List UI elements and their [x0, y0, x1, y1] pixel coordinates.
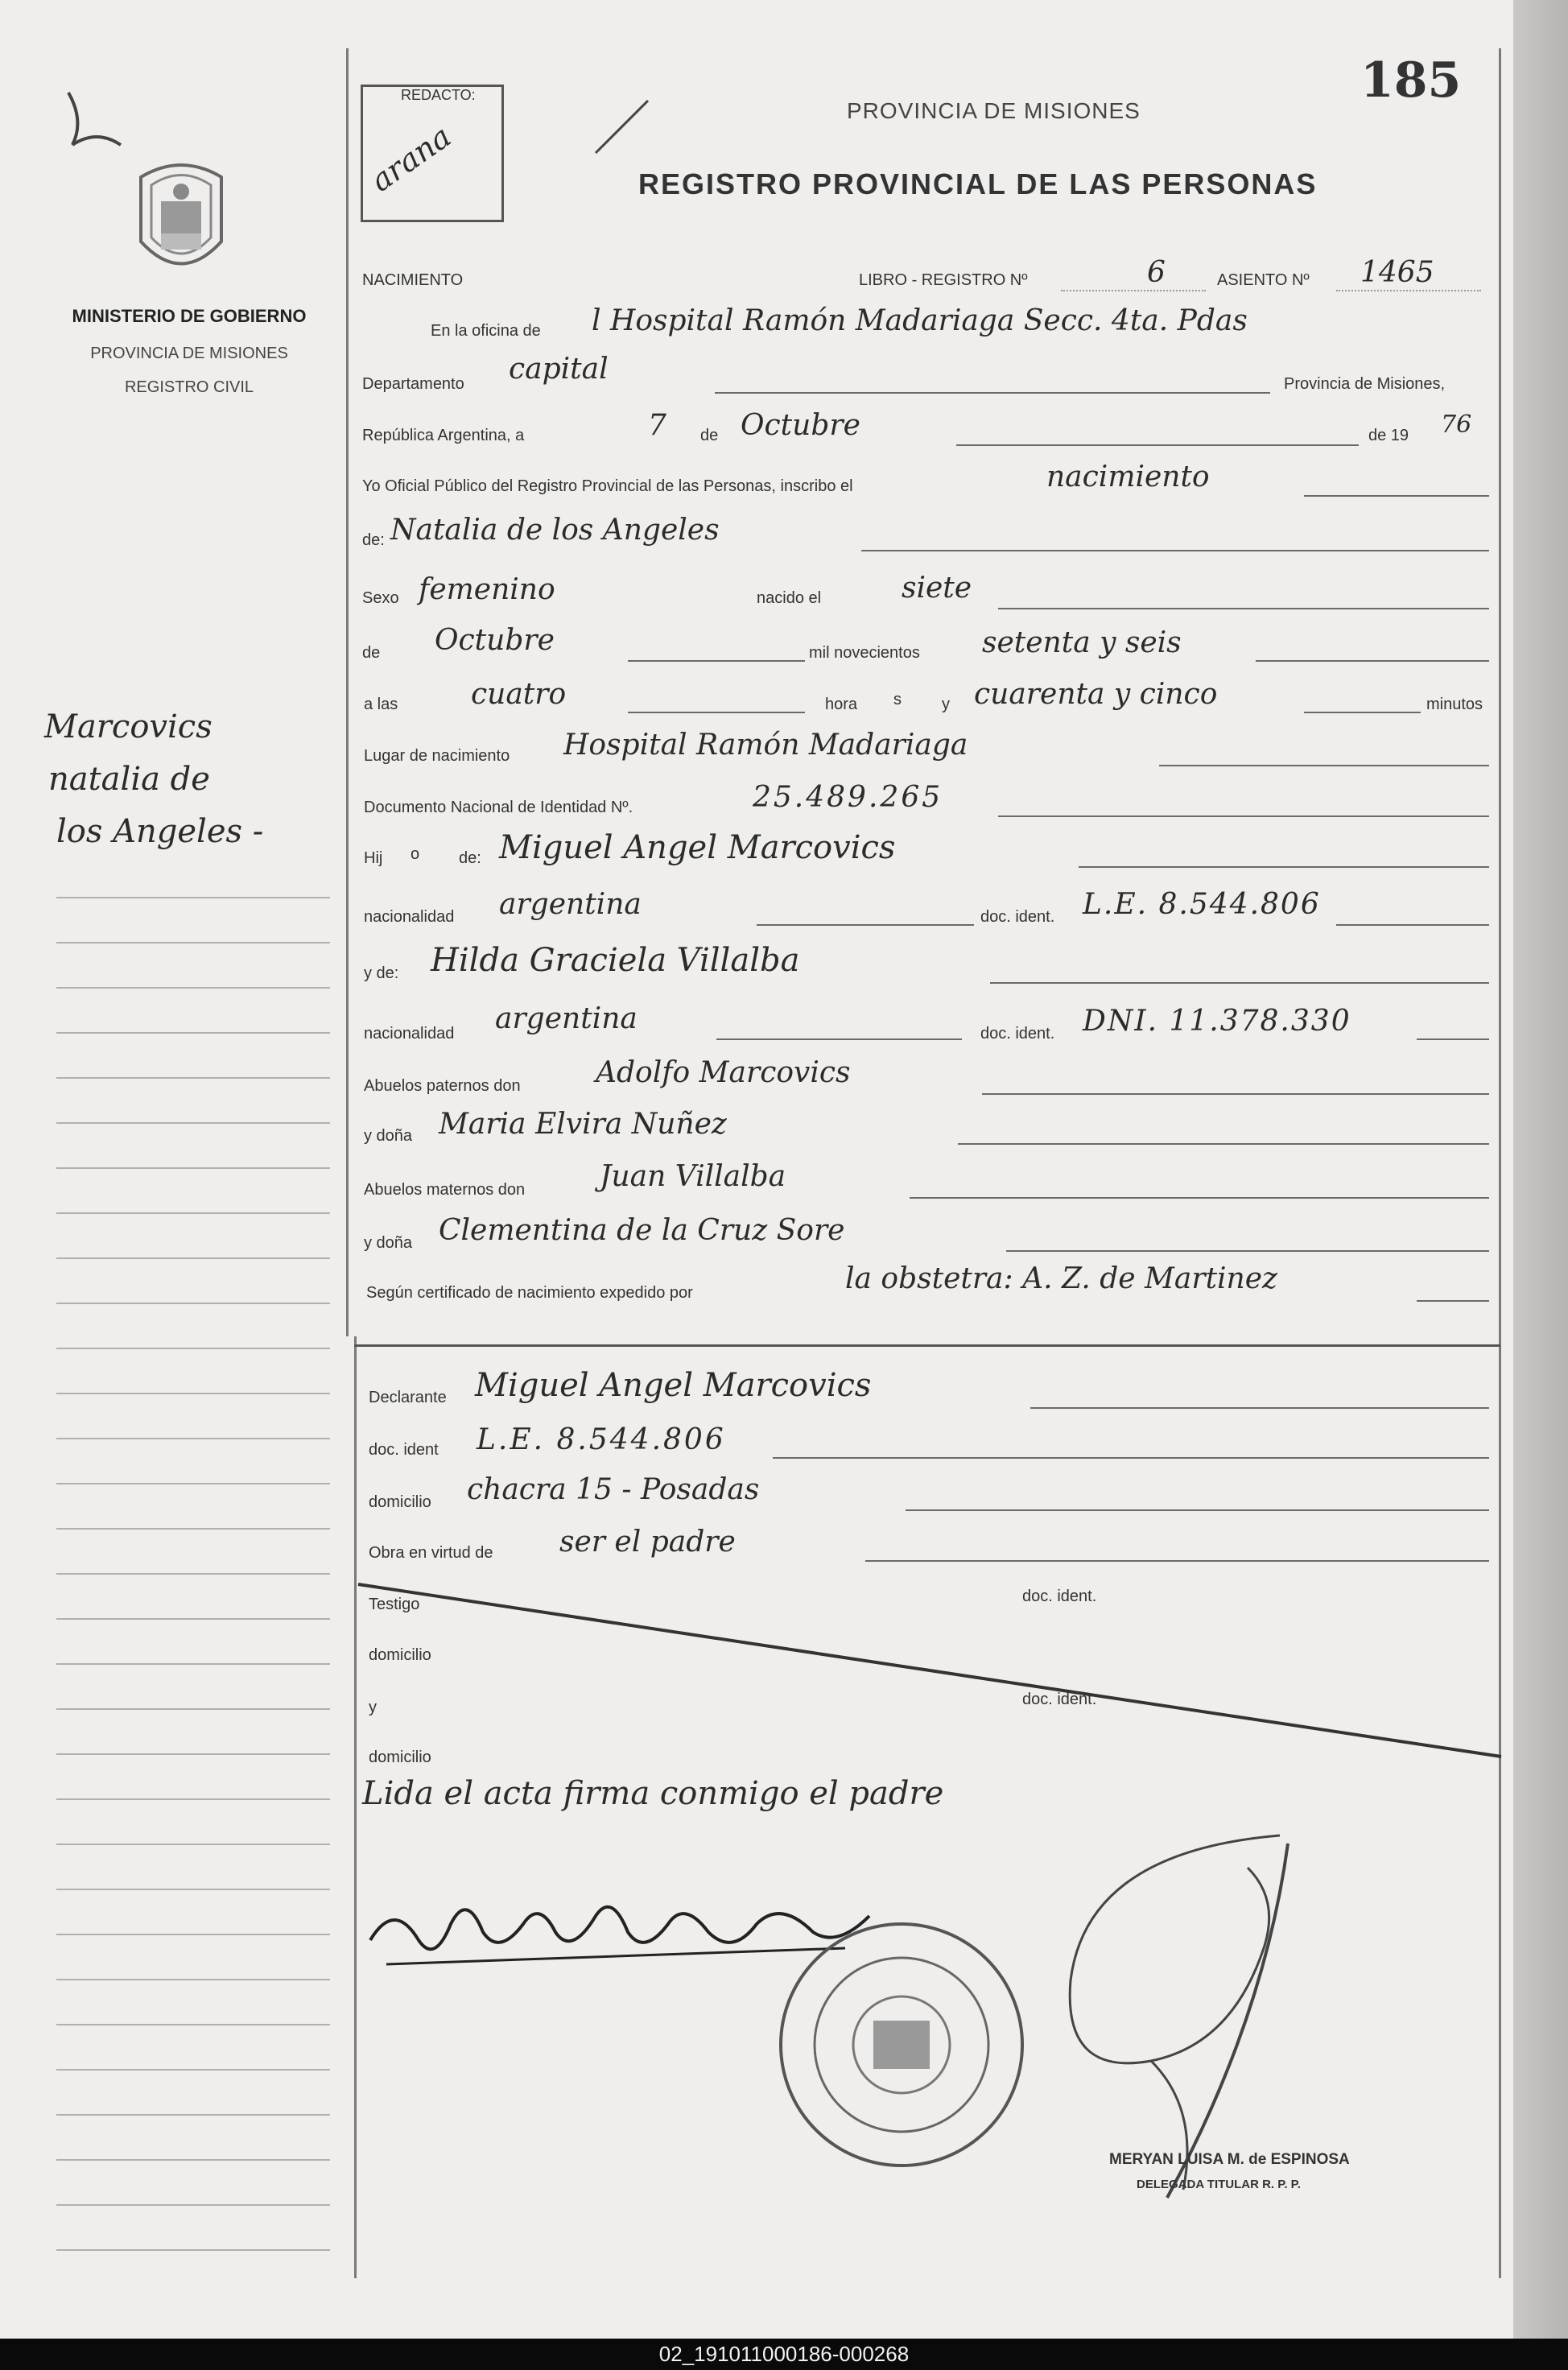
- dona2-label: y doña: [364, 1234, 413, 1252]
- registry-civil-label: REGISTRO CIVIL: [124, 378, 254, 396]
- officer-name: MERYAN LUISA M. de ESPINOSA: [1109, 2151, 1350, 2168]
- father-nationality: argentina: [499, 888, 642, 921]
- closing-note: Lida el acta firma conmigo el padre: [362, 1775, 944, 1812]
- mother-doc: DNI. 11.378.330: [1083, 1005, 1351, 1038]
- declarant-doc-value: L.E. 8.544.806: [477, 1423, 726, 1456]
- right-frame-line: [1499, 48, 1501, 2278]
- father-doc: L.E. 8.544.806: [1083, 888, 1321, 921]
- father-name-rule: [1079, 866, 1489, 868]
- certificate-value: la obstetra: A. Z. de Martinez: [845, 1262, 1278, 1295]
- declarant-rule: [1030, 1407, 1489, 1409]
- act-value: nacimiento: [1046, 460, 1210, 493]
- and-label: y: [942, 696, 950, 713]
- mother-nationality: argentina: [495, 1002, 638, 1035]
- born-month-rule: [628, 660, 805, 662]
- time-label: a las: [364, 696, 398, 713]
- witness-address-label: domicilio: [369, 1646, 431, 1664]
- coat-of-arms-icon: [129, 153, 233, 286]
- witness2-doc-label: doc. ident.: [1022, 1691, 1097, 1708]
- child-name-rule: [861, 550, 1489, 551]
- child-name: Natalia de los Angeles: [390, 514, 720, 547]
- child-of-suffix: o: [411, 845, 420, 863]
- department-rule: [715, 392, 1270, 394]
- born-day-rule: [998, 608, 1489, 609]
- acting-label: Obra en virtud de: [369, 1544, 493, 1562]
- redacto-label: REDACTO:: [401, 87, 476, 103]
- witness-doc-label: doc. ident.: [1022, 1588, 1097, 1605]
- left-frame-line-lower: [354, 1336, 357, 2278]
- country-label: República Argentina, a: [362, 427, 525, 444]
- slash-mark: [592, 97, 656, 161]
- of-label: de:: [362, 531, 385, 549]
- book-dots: [1061, 290, 1206, 291]
- image-caption: 02_191011000186-000268: [658, 2342, 910, 2366]
- father-nationality-rule: [757, 924, 974, 926]
- record-type-label: NACIMIENTO: [362, 271, 464, 289]
- hour-rule: [628, 712, 805, 713]
- doc-ident-label: doc. ident.: [980, 908, 1055, 926]
- entry-label: ASIENTO Nº: [1217, 271, 1310, 289]
- entry-value: 1465: [1360, 256, 1434, 289]
- child-of-label: Hij: [364, 849, 383, 867]
- mother-name-rule: [990, 982, 1489, 984]
- maternal-grandfather-rule: [910, 1197, 1489, 1199]
- century-label: mil novecientos: [809, 644, 920, 662]
- maternal-grandmother-rule: [1006, 1250, 1489, 1252]
- registry-seal-icon: [773, 1916, 1030, 2174]
- place-rule: [1159, 765, 1489, 766]
- redacto-signature: arana: [364, 118, 458, 199]
- witness-label: Testigo: [369, 1596, 420, 1613]
- day-value: 7: [648, 409, 666, 442]
- maternal-grandfather: Juan Villalba: [600, 1160, 786, 1193]
- born-year-rule: [1256, 660, 1489, 662]
- corner-mark-icon: [56, 89, 129, 161]
- office-label: En la oficina de: [431, 322, 541, 340]
- declarant-address-value: chacra 15 - Posadas: [467, 1473, 760, 1506]
- minutes-value: cuarenta y cinco: [974, 678, 1218, 711]
- minutes-rule: [1304, 712, 1421, 713]
- witness2-address-label: domicilio: [369, 1749, 431, 1766]
- certificate-label: Según certificado de nacimiento expedido por: [366, 1284, 693, 1302]
- born-year-value: setenta y seis: [982, 626, 1182, 659]
- dni-rule: [998, 815, 1489, 817]
- paternal-grandmother: Maria Elvira Nuñez: [439, 1108, 727, 1141]
- acting-value: ser el padre: [559, 1526, 736, 1559]
- province-label: PROVINCIA DE MISIONES: [90, 345, 288, 362]
- nationality-label: nacionalidad: [364, 908, 455, 926]
- book-value: 6: [1147, 256, 1166, 289]
- father-doc-rule: [1336, 924, 1489, 926]
- margin-note-line-2: natalia de: [48, 761, 210, 798]
- mother-doc-rule: [1417, 1038, 1489, 1040]
- of2-label: de:: [459, 849, 481, 867]
- section-divider: [354, 1344, 1500, 1347]
- de-label: de: [700, 427, 719, 444]
- ministry-label: MINISTERIO DE GOBIERNO: [72, 306, 307, 326]
- declarant-doc-label: doc. ident: [369, 1441, 439, 1459]
- page-number: 185: [1360, 52, 1462, 109]
- maternal-label: Abuelos maternos don: [364, 1181, 526, 1199]
- registry-title: REGISTRO PROVINCIAL DE LAS PERSONAS: [638, 167, 1318, 200]
- margin-note-line-1: Marcovics: [44, 708, 213, 745]
- declarant-address-rule: [906, 1509, 1489, 1511]
- father-name: Miguel Angel Marcovics: [499, 829, 896, 866]
- dona-label: y doña: [364, 1127, 413, 1145]
- province-suffix: Provincia de Misiones,: [1284, 375, 1446, 393]
- hour-value: cuatro: [471, 678, 567, 711]
- paternal-grandmother-rule: [958, 1143, 1489, 1145]
- hours-label: hora: [825, 696, 858, 713]
- declarant-value: Miguel Angel Marcovics: [475, 1367, 872, 1404]
- month-value: Octubre: [741, 409, 860, 442]
- witness-strikeout: [354, 1578, 1505, 1771]
- declarant-address-label: domicilio: [369, 1493, 431, 1511]
- and-of-label: y de:: [364, 964, 399, 982]
- margin-ruled-lines: [56, 853, 330, 2270]
- act-rule: [1304, 495, 1489, 497]
- mother-name: Hilda Graciela Villalba: [431, 942, 800, 979]
- mother-nationality-rule: [716, 1038, 962, 1040]
- acting-rule: [865, 1560, 1489, 1562]
- born-day-value: siete: [902, 572, 972, 605]
- born-month-value: Octubre: [435, 624, 555, 657]
- dni-value: 25.489.265: [753, 781, 943, 814]
- book-label: LIBRO - REGISTRO Nº: [859, 271, 1028, 289]
- page-edge: [1513, 0, 1568, 2339]
- office-value: l Hospital Ramón Madariaga Secc. 4ta. Pdas: [592, 304, 1248, 337]
- month-rule: [956, 444, 1359, 446]
- paternal-grandfather: Adolfo Marcovics: [596, 1056, 851, 1089]
- y-label: y: [369, 1699, 377, 1716]
- minutes-label: minutos: [1426, 696, 1483, 713]
- born-label: nacido el: [757, 589, 822, 607]
- left-frame-line: [346, 48, 349, 1336]
- maternal-grandmother: Clementina de la Cruz Sore: [439, 1214, 845, 1247]
- year-value: 76: [1441, 411, 1472, 439]
- declarant-label: Declarante: [369, 1389, 447, 1406]
- declarant-doc-rule: [773, 1457, 1489, 1459]
- place-value: Hospital Ramón Madariaga: [563, 729, 968, 762]
- department-value: capital: [509, 353, 609, 386]
- place-label: Lugar de nacimiento: [364, 747, 510, 765]
- department-label: Departamento: [362, 375, 464, 393]
- province-heading: PROVINCIA DE MISIONES: [847, 98, 1141, 123]
- certificate-rule: [1417, 1300, 1489, 1302]
- sex-value: femenino: [419, 573, 555, 606]
- paternal-grandfather-rule: [982, 1093, 1489, 1095]
- sex-label: Sexo: [362, 589, 399, 607]
- paternal-label: Abuelos paternos don: [364, 1077, 521, 1095]
- hours-suffix: s: [893, 691, 902, 708]
- officer-title: DELEGADA TITULAR R. P. P.: [1137, 2178, 1301, 2191]
- dni-label: Documento Nacional de Identidad Nº.: [364, 799, 633, 816]
- margin-note-line-3: los Angeles -: [56, 813, 264, 850]
- de2-label: de: [362, 644, 381, 662]
- officer-statement: Yo Oficial Público del Registro Provincial de las Personas, inscribo el: [362, 477, 853, 495]
- year-label: de 19: [1368, 427, 1409, 444]
- entry-dots: [1336, 290, 1481, 291]
- nationality2-label: nacionalidad: [364, 1025, 455, 1043]
- doc-ident2-label: doc. ident.: [980, 1025, 1055, 1043]
